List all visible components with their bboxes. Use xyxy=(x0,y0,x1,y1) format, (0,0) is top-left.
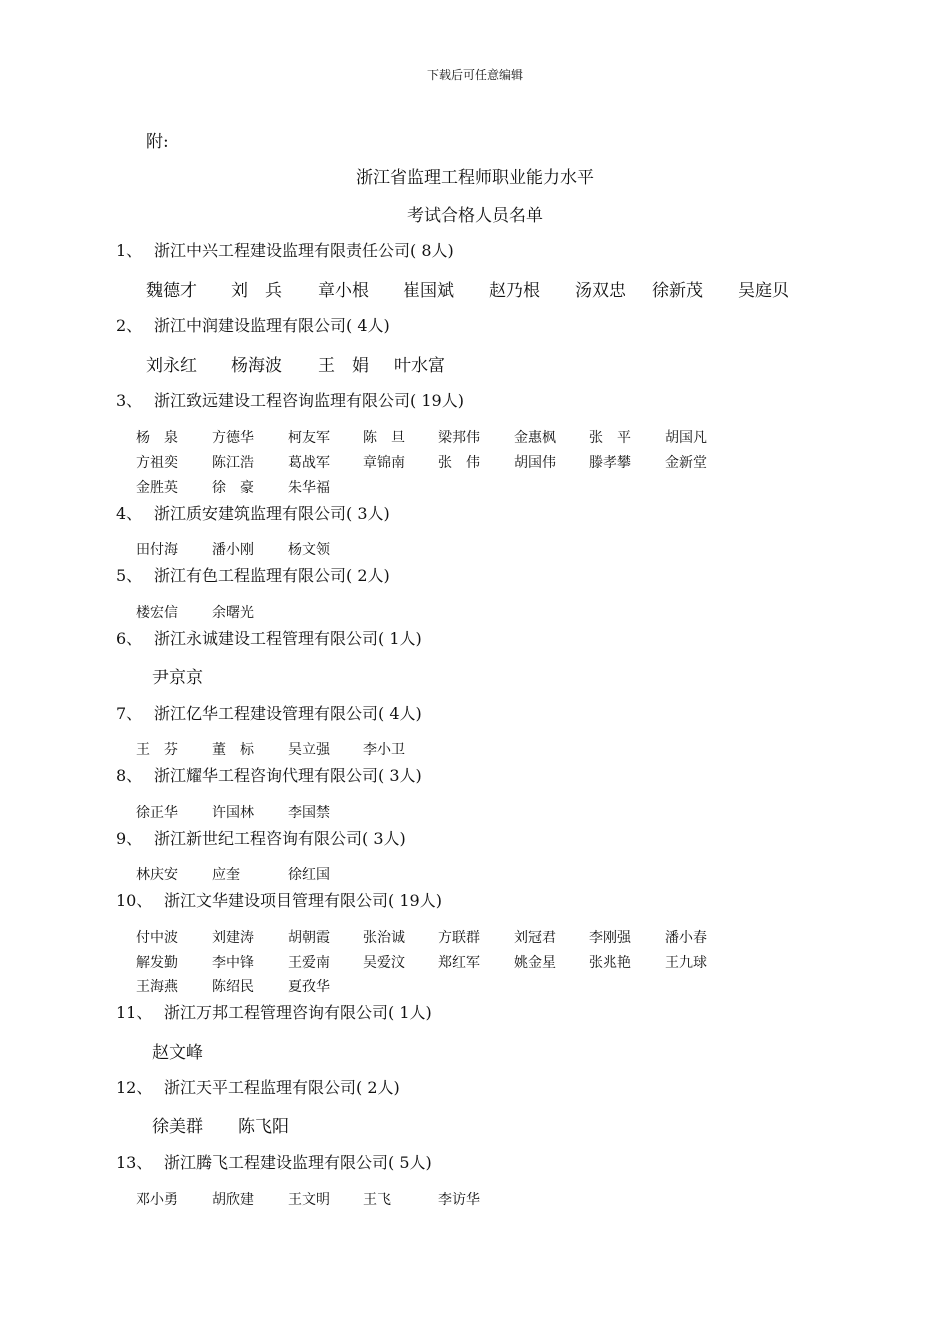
person-name: 胡国凡 xyxy=(665,430,707,446)
person-name: 胡欣建 xyxy=(212,1192,254,1208)
name-row xyxy=(146,276,846,301)
name-row xyxy=(146,351,846,376)
company-heading xyxy=(116,1075,400,1098)
person-name: 应奎 xyxy=(212,867,240,883)
person-name: 刘 兵 xyxy=(231,281,282,301)
person-name: 杨海波 xyxy=(231,356,282,376)
person-name: 刘建涛 xyxy=(212,930,254,946)
company-name: 浙江有色工程监理有限公司( 2人) xyxy=(154,566,390,585)
company-heading xyxy=(116,626,422,649)
company-number: 11、 xyxy=(116,1003,153,1022)
company-heading xyxy=(116,1150,432,1173)
company-number: 6、 xyxy=(116,629,143,648)
person-name: 潘小春 xyxy=(665,930,707,946)
company-heading xyxy=(116,501,390,524)
company-number: 4、 xyxy=(116,504,143,523)
person-name: 李国禁 xyxy=(288,805,330,821)
company-heading xyxy=(116,388,464,411)
name-row xyxy=(136,976,836,994)
name-row xyxy=(136,427,836,445)
person-name: 陈飞阳 xyxy=(238,1117,289,1137)
person-name: 李中锋 xyxy=(212,955,254,971)
name-row xyxy=(136,952,836,970)
document-subtitle: 考试合格人员名单 xyxy=(407,206,543,226)
name-row xyxy=(136,739,836,757)
company-number: 8、 xyxy=(116,766,143,785)
company-number: 13、 xyxy=(116,1153,153,1172)
company-name: 浙江致远建设工程咨询监理有限公司( 19人) xyxy=(154,391,464,410)
name-row xyxy=(136,1189,836,1207)
person-name: 徐红国 xyxy=(288,867,330,883)
company-heading xyxy=(116,1000,432,1023)
person-name: 滕孝攀 xyxy=(589,455,631,471)
company-number: 7、 xyxy=(116,704,143,723)
name-row xyxy=(152,1112,452,1137)
person-name: 解发勤 xyxy=(136,955,178,971)
person-name: 金惠枫 xyxy=(514,430,556,446)
company-number: 1、 xyxy=(116,241,143,260)
person-name: 柯友军 xyxy=(288,430,330,446)
person-name: 田付海 xyxy=(136,542,178,558)
person-name: 张 平 xyxy=(589,430,631,446)
person-name: 胡朝霞 xyxy=(288,930,330,946)
company-heading xyxy=(116,826,406,849)
company-heading xyxy=(116,313,390,336)
name-row xyxy=(136,452,836,470)
person-name: 徐 豪 xyxy=(212,480,254,496)
company-heading xyxy=(116,763,422,786)
person-name: 赵乃根 xyxy=(489,281,540,301)
person-name: 王海燕 xyxy=(136,979,178,995)
person-name: 金新堂 xyxy=(665,455,707,471)
company-name: 浙江万邦工程管理咨询有限公司( 1人) xyxy=(164,1003,432,1022)
person-name: 李访华 xyxy=(438,1192,480,1208)
person-name: 王爱南 xyxy=(288,955,330,971)
company-number: 10、 xyxy=(116,891,153,910)
company-name: 浙江文华建设项目管理有限公司( 19人) xyxy=(164,891,442,910)
person-name: 胡国伟 xyxy=(514,455,556,471)
person-name: 方联群 xyxy=(438,930,480,946)
attachment-label: 附: xyxy=(146,132,169,152)
person-name: 刘永红 xyxy=(146,356,197,376)
company-name: 浙江中润建设监理有限公司( 4人) xyxy=(154,316,390,335)
company-name: 浙江中兴工程建设监理有限责任公司( 8人) xyxy=(154,241,454,260)
person-name: 杨 泉 xyxy=(136,430,178,446)
person-name: 王飞 xyxy=(363,1192,391,1208)
company-number: 5、 xyxy=(116,566,143,585)
company-heading xyxy=(116,563,390,586)
person-name: 徐正华 xyxy=(136,805,178,821)
company-name: 浙江天平工程监理有限公司( 2人) xyxy=(164,1078,400,1097)
person-name: 许国林 xyxy=(212,805,254,821)
company-number: 9、 xyxy=(116,829,143,848)
company-number: 2、 xyxy=(116,316,143,335)
person-name: 张 伟 xyxy=(438,455,480,471)
company-name: 浙江腾飞工程建设监理有限公司( 5人) xyxy=(164,1153,432,1172)
person-name: 李刚强 xyxy=(589,930,631,946)
person-name: 尹京京 xyxy=(152,668,203,688)
person-name: 夏孜华 xyxy=(288,979,330,995)
person-name: 葛战军 xyxy=(288,455,330,471)
company-number: 3、 xyxy=(116,391,143,410)
person-name: 付中波 xyxy=(136,930,178,946)
person-name: 李小卫 xyxy=(363,742,405,758)
person-name: 刘冠君 xyxy=(514,930,556,946)
person-name: 章小根 xyxy=(318,281,369,301)
person-name: 吴爱汶 xyxy=(363,955,405,971)
person-name: 潘小刚 xyxy=(212,542,254,558)
person-name: 楼宏信 xyxy=(136,605,178,621)
person-name: 张兆艳 xyxy=(589,955,631,971)
company-heading xyxy=(116,701,422,724)
name-row xyxy=(136,802,836,820)
name-row xyxy=(136,602,836,620)
name-row xyxy=(152,1038,452,1063)
person-name: 王 娟 xyxy=(318,356,369,376)
person-name: 赵文峰 xyxy=(152,1043,203,1063)
person-name: 方祖奕 xyxy=(136,455,178,471)
person-name: 叶水富 xyxy=(394,356,445,376)
person-name: 邓小勇 xyxy=(136,1192,178,1208)
person-name: 王文明 xyxy=(288,1192,330,1208)
person-name: 章锦南 xyxy=(363,455,405,471)
company-heading xyxy=(116,888,442,911)
person-name: 吴立强 xyxy=(288,742,330,758)
person-name: 魏德才 xyxy=(146,281,197,301)
name-row xyxy=(152,663,452,688)
name-row xyxy=(136,927,836,945)
person-name: 崔国斌 xyxy=(403,281,454,301)
person-name: 王九球 xyxy=(665,955,707,971)
person-name: 杨文领 xyxy=(288,542,330,558)
person-name: 陈绍民 xyxy=(212,979,254,995)
name-row xyxy=(136,539,836,557)
person-name: 姚金星 xyxy=(514,955,556,971)
person-name: 张治诚 xyxy=(363,930,405,946)
person-name: 朱华福 xyxy=(288,480,330,496)
company-number: 12、 xyxy=(116,1078,153,1097)
person-name: 徐新茂 xyxy=(652,281,703,301)
person-name: 徐美群 xyxy=(152,1117,203,1137)
person-name: 王 芬 xyxy=(136,742,178,758)
person-name: 陈江浩 xyxy=(212,455,254,471)
company-name: 浙江新世纪工程咨询有限公司( 3人) xyxy=(154,829,406,848)
person-name: 郑红军 xyxy=(438,955,480,971)
page-header-note: 下载后可任意编辑 xyxy=(426,68,523,82)
company-name: 浙江永诚建设工程管理有限公司( 1人) xyxy=(154,629,422,648)
person-name: 董 标 xyxy=(212,742,254,758)
document-title: 浙江省监理工程师职业能力水平 xyxy=(356,168,594,188)
person-name: 方德华 xyxy=(212,430,254,446)
person-name: 梁邦伟 xyxy=(438,430,480,446)
person-name: 金胜英 xyxy=(136,480,178,496)
person-name: 林庆安 xyxy=(136,867,178,883)
person-name: 陈 旦 xyxy=(363,430,405,446)
company-heading xyxy=(116,238,454,261)
company-name: 浙江耀华工程咨询代理有限公司( 3人) xyxy=(154,766,422,785)
person-name: 吴庭贝 xyxy=(738,281,789,301)
company-name: 浙江质安建筑监理有限公司( 3人) xyxy=(154,504,390,523)
person-name: 汤双忠 xyxy=(575,281,626,301)
person-name: 余曙光 xyxy=(212,605,254,621)
name-row xyxy=(136,477,836,495)
company-name: 浙江亿华工程建设管理有限公司( 4人) xyxy=(154,704,422,723)
name-row xyxy=(136,864,836,882)
